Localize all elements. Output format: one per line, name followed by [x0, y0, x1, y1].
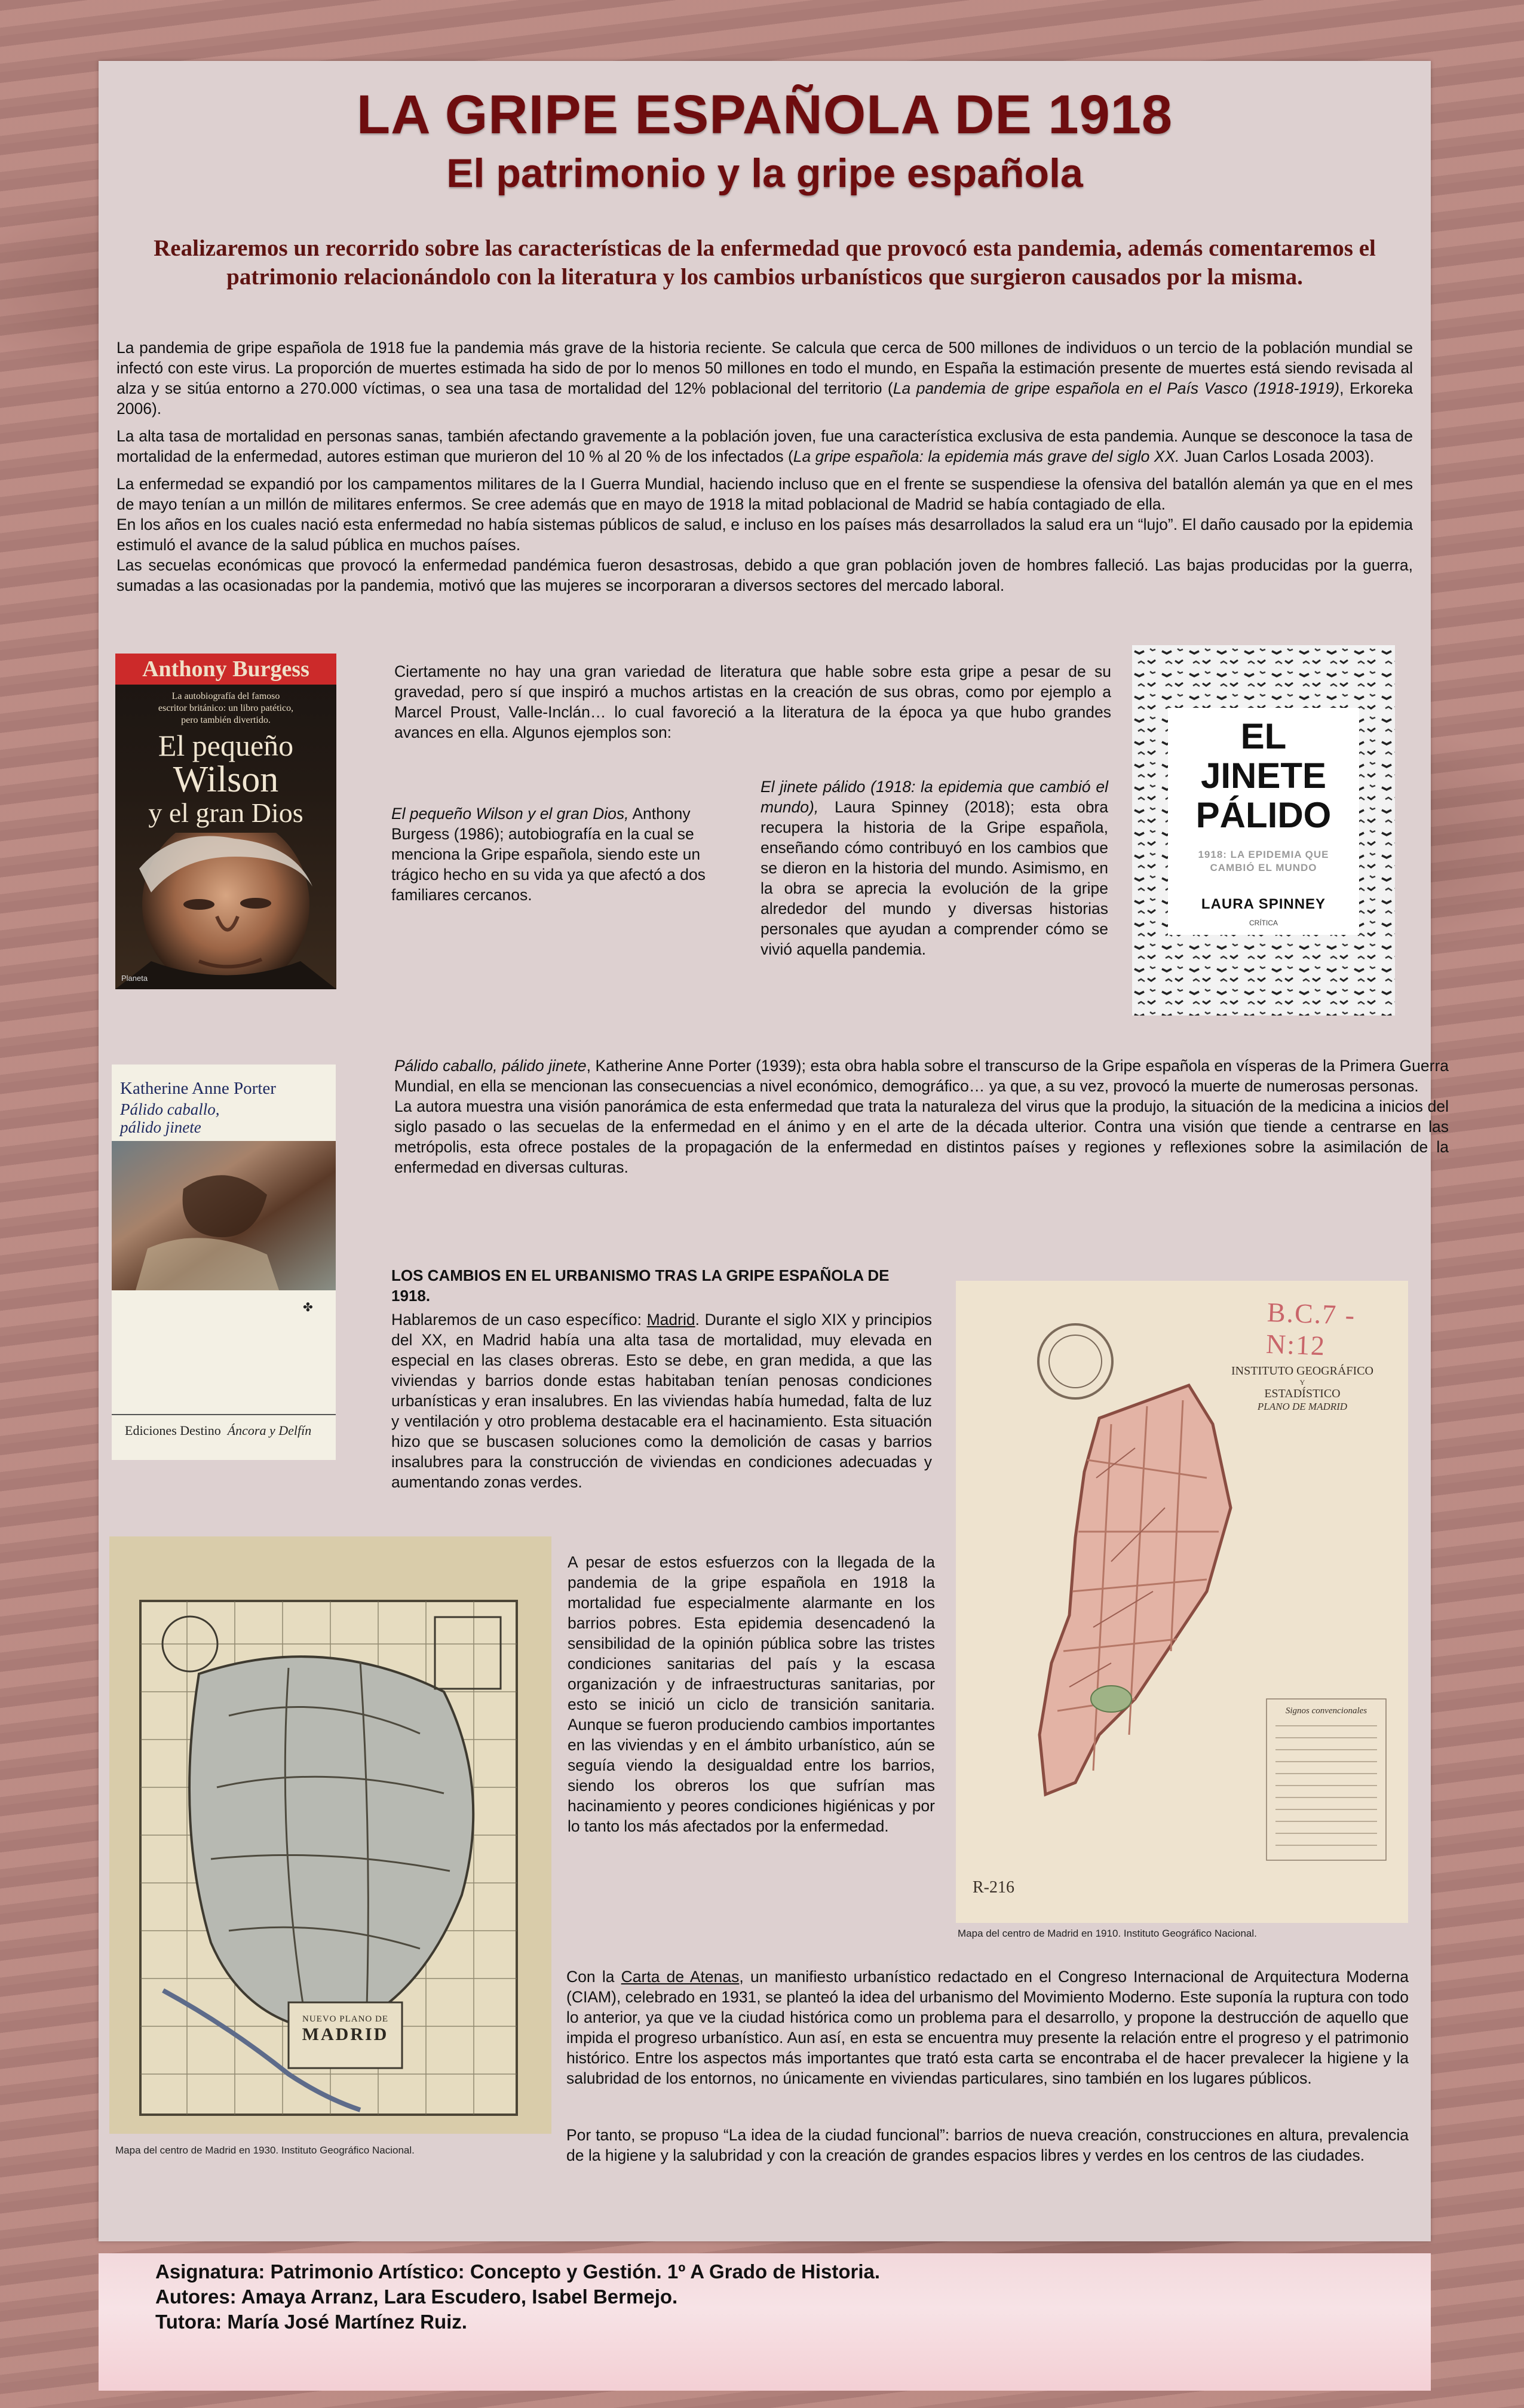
book-cover-jinete-palido	[1132, 645, 1395, 1016]
map-1910-caption: Mapa del centro de Madrid en 1910. Instituto Geográfico Nacional.	[958, 1928, 1257, 1939]
cover-publisher: Ediciones Destino Áncora y Delfín	[125, 1423, 312, 1438]
book-cover-palido-caballo	[112, 1065, 336, 1460]
archive-stamp: B.C.7 - N:12	[1265, 1296, 1356, 1361]
book1-description: El pequeño Wilson y el gran Dios, Anthony Burgess (1986); autobiografía en la cual se menciona la Gripe española, siendo este un trágico hecho en su vida ya que afectó a dos familiares cercanos.	[391, 805, 706, 904]
urbanism-paragraph-3: Con la Carta de Atenas, un manifiesto urbanístico redactado en el Congreso Internacional de Arquitectura Moderna (CIAM), celebrado en 1931, se planteó la idea del urbanismo del Movimiento Moderno. Este suponía la ruptura con todo lo anterior, ya que ve la ciudad histórica como un problema para el desarrollo, y propone la destrucción de aquello que impida el progreso urbanístico. Aun así, en esta se encuentra muy presente la relación entre el progreso y el patrimonio histórico. Entre los aspectos más importantes que trató esta carta se encontraba el de hacer prevalecer la higiene y la salubridad de los entornos, no únicamente en viviendas particulares, sino también en los lugares públicos.	[566, 1968, 1409, 2087]
map-reference: R-216	[973, 1878, 1014, 1897]
literature-intro: Ciertamente no hay una gran variedad de literatura que hable sobre esta gripe a pesar de su gravedad, pero sí que inspiró a muchos artistas en la creación de sus obras, como por ejemplo a Marcel Proust, Valle-Inclán… lo cual favoreció a la literatura de la época ya que hubo grandes avances en ella. Algunos ejemplos son:	[394, 662, 1111, 741]
paragraph-5: Las secuelas económicas que provocó la enfermedad pandémica fueron desastrosas, debido a que gran población joven de hombres falleció. Las bajas producidas por la guerra, sumadas a las ocasionadas por la pandemia, motivó que las mujeres se incorporaran a diversos sectores del mercado laboral.	[116, 556, 1413, 594]
cover-painting	[112, 1141, 336, 1290]
cover-author: Katherine Anne Porter	[120, 1079, 276, 1098]
cover-publisher: Planeta	[121, 974, 148, 983]
paragraph-4: En los años en los cuales nació esta enfermedad no había sistemas públicos de salud, e incluso en los países más desarrollados la salud era un “lujo”. El daño causado por la epidemia estimuló el avance de la salud pública en muchos países.	[116, 516, 1413, 554]
map-1930-caption: Mapa del centro de Madrid en 1930. Instituto Geográfico Nacional.	[115, 2145, 415, 2156]
poster-panel	[99, 61, 1449, 2241]
footer-tutor: Tutora: María José Martínez Ruiz.	[155, 2311, 467, 2333]
cover-author: Anthony Burgess	[142, 657, 309, 682]
cover-author: LAURA SPINNEY	[1201, 896, 1326, 912]
paragraph-1: La pandemia de gripe española de 1918 fue la pandemia más grave de la historia reciente. Se calcula que cerca de 500 millones de individuos o un tercio de la población mundial se infectó con este virus. La proporción de muertes estimada ha sido de por lo menos 50 millones en todo el mundo, en España la estimación presente de muertes está siendo revisada al alza y se sitúa entorno a 270.000 víctimas, o sea una tasa de mortalidad del 12% poblacional del territorio (La pandemia de gripe española en el País Vasco (1918-1919), Erkoreka 2006).	[116, 339, 1413, 418]
poster-title: LA GRIPE ESPAÑOLA DE 1918	[356, 84, 1173, 145]
publisher-logo-icon: ✤	[303, 1301, 313, 1314]
cover-blurb: La autobiografía del famoso escritor británico: un libro patético, pero también divertido.	[158, 691, 294, 725]
urbanism-paragraph-2: A pesar de estos esfuerzos con la llegada de la pandemia de la gripe española en 1918 la mortalidad fue especialmente alarmante en los barrios pobres. Esta epidemia desencadenó la sensibilidad de la opinión pública sobre las tristes condiciones sanitarias del país y la escasa organización y de infraestructuras sanitarias, por esto se inició un ciclo de transición sanitaria. Aunque se fueron produciendo cambios importantes en las viviendas y en el ámbito urbanístico, aún se seguía viendo la desigualdad entre los barrios, siendo los obreros los que sufrían mas hacinamiento y peores condiciones higiénicas y por lo tanto los más afectados por la enfermedad.	[568, 1553, 935, 1835]
map-madrid-1930	[109, 1536, 551, 2134]
urbanism-heading: LOS CAMBIOS EN EL URBANISMO TRAS LA GRIPE ESPAÑOLA DE 1918.	[391, 1266, 890, 1305]
book-cover-pequeno-wilson	[115, 654, 336, 989]
book2-description: El jinete pálido (1918: la epidemia que cambió el mundo), Laura Spinney (2018); esta obra recupera la historia de la Gripe española, enseñando cómo contribuyó en los cambios que se dieron en la historia del mundo. Asimismo, en la obra se aprecia la evolución de la gripe alrededor del mundo y diversas historias personales que ayudan a comprender cómo se vivió aquella pandemia.	[761, 778, 1108, 958]
footer-credits	[99, 2253, 1431, 2391]
poster-subtitle: El patrimonio y la gripe española	[446, 151, 1083, 196]
cover-title: Pálido caballo, pálido jinete	[120, 1100, 220, 1136]
history-section	[116, 338, 1413, 596]
map-legend-title: Signos convencionales	[1285, 1706, 1367, 1716]
map-label: NUEVO PLANO DE MADRID	[302, 2014, 389, 2044]
paragraph-3: La enfermedad se expandió por los campamentos militares de la I Guerra Mundial, haciendo incluso que en el frente se suspendiese la ofensiva del batallón alemán ya que en el mes de mayo tenían a un millón de militares enfermos. Se cree además que en mayo de 1918 la mitad poblacional de Madrid se había contagiado de ella.	[116, 475, 1413, 513]
urbanism-paragraph-4: Por tanto, se propuso “La idea de la ciudad funcional”: barrios de nueva creación, construcciones en altura, prevalencia de la higiene y la salubridad y con la creación de grandes espacios libres y verdes en los centros de las ciudades.	[566, 2126, 1409, 2164]
cover-portrait	[115, 833, 336, 989]
footer-subject: Asignatura: Patrimonio Artístico: Concepto y Gestión. 1º A Grado de Historia.	[155, 2260, 881, 2283]
madrid-link[interactable]: Madrid	[646, 1311, 695, 1329]
book3-description: Pálido caballo, pálido jinete, Katherine Anne Porter (1939); esta obra habla sobre el transcurso de la Gripe española en vísperas de la Primera Guerra Mundial, en ella se mencionan las consecuencias a nivel económico, demográfico… ya que, a su vez, provocó la muerte de numerosas personas. La autora muestra una visión panorámica de esta enfermedad que trata la naturaleza del virus que la produjo, la situación de la medicina a inicios del siglo pasado o las secuelas de la enfermedad en el ánimo y en el arte de la década ulterior. Contra una visión que tiende a centrarse en las metrópolis, esta ofrece postales de la propagación de la enfermedad en distintos países y regiones y reflexiones sobre la asimilación de la enfermedad en diversas culturas.	[394, 1057, 1449, 1176]
intro-paragraph: Realizaremos un recorrido sobre las características de la enfermedad que provocó esta pandemia, además comentaremos el patrimonio relacionándolo con la literatura y los cambios urbanísticos que surgieron causados por la misma.	[154, 235, 1376, 290]
cover-subtitle: 1918: LA EPIDEMIA QUE CAMBIÓ EL MUNDO	[1198, 849, 1329, 873]
carta-de-atenas-link[interactable]: Carta de Atenas	[621, 1968, 740, 1986]
footer-authors: Autores: Amaya Arranz, Lara Escudero, Isabel Bermejo.	[155, 2286, 678, 2308]
map-title: INSTITUTO GEOGRÁFICO Y ESTADÍSTICO PLANO DE MADRID	[1231, 1364, 1373, 1412]
paragraph-2: La alta tasa de mortalidad en personas sanas, también afectando gravemente a la población joven, fue una característica exclusiva de esta pandemia. Aunque se desconoce la tasa de mortalidad de la enfermedad, autores estiman que murieron del 10 % al 20 % de los infectados (La gripe española: la epidemia más grave del siglo XX. Juan Carlos Losada 2003).	[116, 427, 1413, 465]
urbanism-paragraph-1: Hablaremos de un caso específico: Madrid. Durante el siglo XIX y principios del XX, en Madrid había una alta tasa de mortalidad, muy elevada en especial en las clases obreras. Esto se debe, en gran medida, a que las viviendas y barrios donde estas habitaban tenían penosas condiciones urbanísticas y eran insalubres. En las viviendas había humedad, falta de luz y ventilación y otro problema destacable era el hacinamiento. Esta situación hizo que se buscasen soluciones como la demolición de casas y barrios insalubres para la construcción de viviendas en condiciones adecuadas y aumentando zonas verdes.	[391, 1311, 932, 1491]
cover-title: EL JINETE PÁLIDO	[1195, 716, 1332, 835]
cover-title: El pequeño Wilson y el gran Dios	[148, 729, 303, 828]
map-madrid-1910	[956, 1281, 1408, 1923]
cover-publisher: CRÍTICA	[1249, 919, 1278, 927]
